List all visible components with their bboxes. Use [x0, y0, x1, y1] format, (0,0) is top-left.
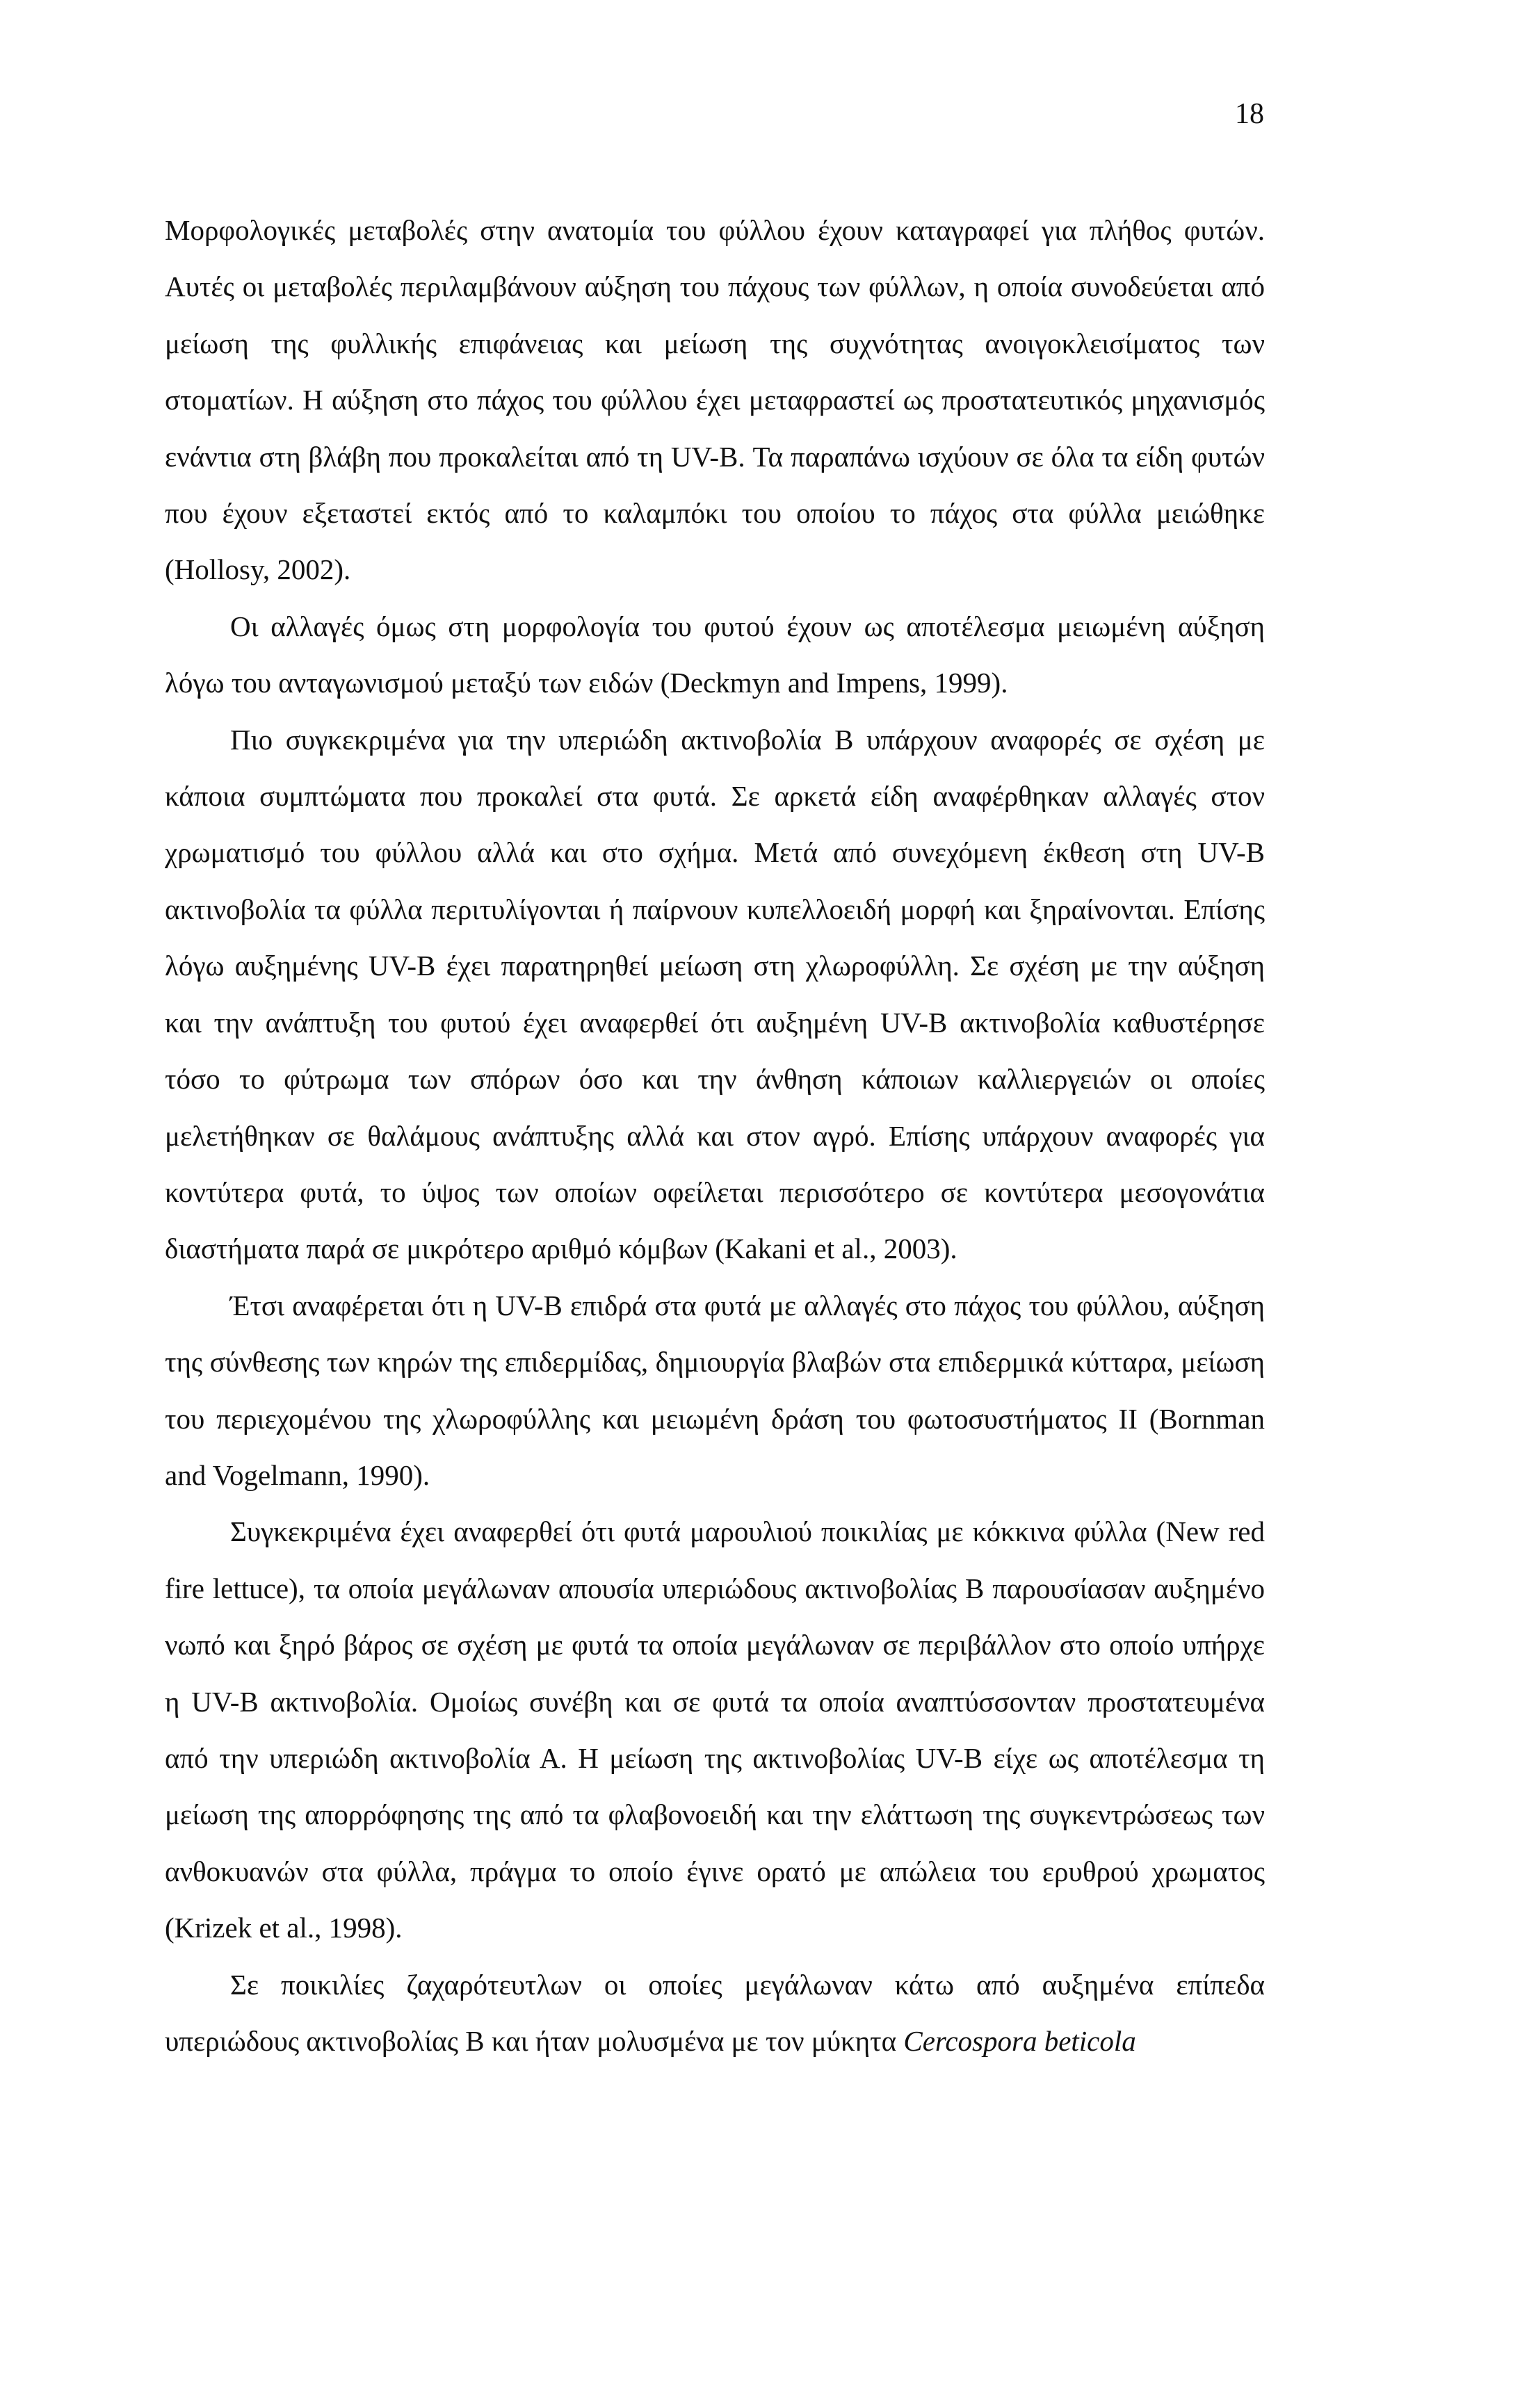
species-name: Cercospora beticola [903, 2025, 1136, 2057]
paragraph-lettuce: Συγκεκριμένα έχει αναφερθεί ότι φυτά μαρουλιού ποικιλίας με κόκκινα φύλλα (New red fire lettuce), τα οποία μεγάλωναν απουσία υπεριώδους ακτινοβολίας Β παρουσίασαν αυξημένο νωπό και ξηρό βάρος σε σχέση με φυτά τα οποία μεγάλωναν σε περιβάλλον στο οποίο υπήρχε η UV-B ακτινοβολία. Ομοίως συνέβη και σε φυτά τα οποία αναπτύσσονταν προστατευμένα από την υπεριώδη ακτινοβολία Α. Η μείωση της ακτινοβολίας UV-B είχε ως αποτέλεσμα τη μείωση της απορρόφησης της από τα φλαβονοειδή και την ελάττωση της συγκεντρώσεως των ανθοκυανών στα φύλλα, πράγμα το οποίο έγινε ορατό με απώλεια του ερυθρού χρωματος (Krizek et al., 1998). [165, 1515, 1265, 1944]
paragraph-competition: Οι αλλαγές όμως στη μορφολογία του φυτού έχουν ως αποτέλεσμα μειωμένη αύξηση λόγω του ανταγωνισμού μεταξύ των ειδών (Deckmyn and Impens, 1999). [165, 610, 1265, 699]
body-text [165, 202, 1265, 2069]
sugar-beet-text: Σε ποικιλίες ζαχαρότευτλων οι οποίες μεγάλωναν κάτω από αυξημένα επίπεδα υπεριώδους ακτινοβολίας Β και ήταν μολυσμένα με τον μύκητα [165, 1968, 1265, 2057]
page-number: 18 [1235, 98, 1264, 130]
paragraph-leaf-anatomy: Μορφολογικές μεταβολές στην ανατομία του φύλλου έχουν καταγραφεί για πλήθος φυτών. Αυτές οι μεταβολές περιλαμβάνουν αύξηση του πάχους των φύλλων, η οποία συνοδεύεται από μείωση της φυλλικής επιφάνειας και μείωση της συχνότητας ανοιγοκλεισίματος των στοματίων. Η αύξηση στο πάχος του φύλλου έχει μεταφραστεί ως προστατευτικός μηχανισμός ενάντια στη βλάβη που προκαλείται από τη UV-B. Τα παραπάνω ισχύουν σε όλα τα είδη φυτών που έχουν εξεταστεί εκτός από το καλαμπόκι του οποίου το πάχος στα φύλλα μειώθηκε (Hollosy, 2002). [165, 214, 1265, 586]
paragraph-uvb-effects: Έτσι αναφέρεται ότι η UV-B επιδρά στα φυτά με αλλαγές στο πάχος του φύλλου, αύξηση της σύνθεσης των κηρών της επιδερμίδας, δημιουργία βλαβών στα επιδερμικά κύτταρα, μείωση του περιεχομένου της χλωροφύλλης και μειωμένη δράση του φωτοσυστήματος II (Bornman and Vogelmann, 1990). [165, 1289, 1265, 1491]
paragraph-uvb-symptoms: Πιο συγκεκριμένα για την υπεριώδη ακτινοβολία Β υπάρχουν αναφορές σε σχέση με κάποια συμπτώματα που προκαλεί στα φυτά. Σε αρκετά είδη αναφέρθηκαν αλλαγές στον χρωματισμό του φύλλου αλλά και στο σχήμα. Μετά από συνεχόμενη έκθεση στη UV-B ακτινοβολία τα φύλλα περιτυλίγονται ή παίρνουν κυπελλοειδή μορφή και ξηραίνονται. Επίσης λόγω αυξημένης UV-B έχει παρατηρηθεί μείωση στη χλωροφύλλη. Σε σχέση με την αύξηση και την ανάπτυξη του φυτού έχει αναφερθεί ότι αυξημένη UV-B ακτινοβολία καθυστέρησε τόσο το φύτρωμα των σπόρων όσο και την άνθηση κάποιων καλλιεργειών οι οποίες μελετήθηκαν σε θαλάμους ανάπτυξης αλλά και στον αγρό. Επίσης υπάρχουν αναφορές για κοντύτερα φυτά, το ύψος των οποίων οφείλεται περισσότερο σε κοντύτερα μεσογονάτια διαστήματα παρά σε μικρότερο αριθμό κόμβων (Kakani et al., 2003). [165, 723, 1265, 1265]
paragraph-sugar-beet [165, 1957, 1265, 2070]
